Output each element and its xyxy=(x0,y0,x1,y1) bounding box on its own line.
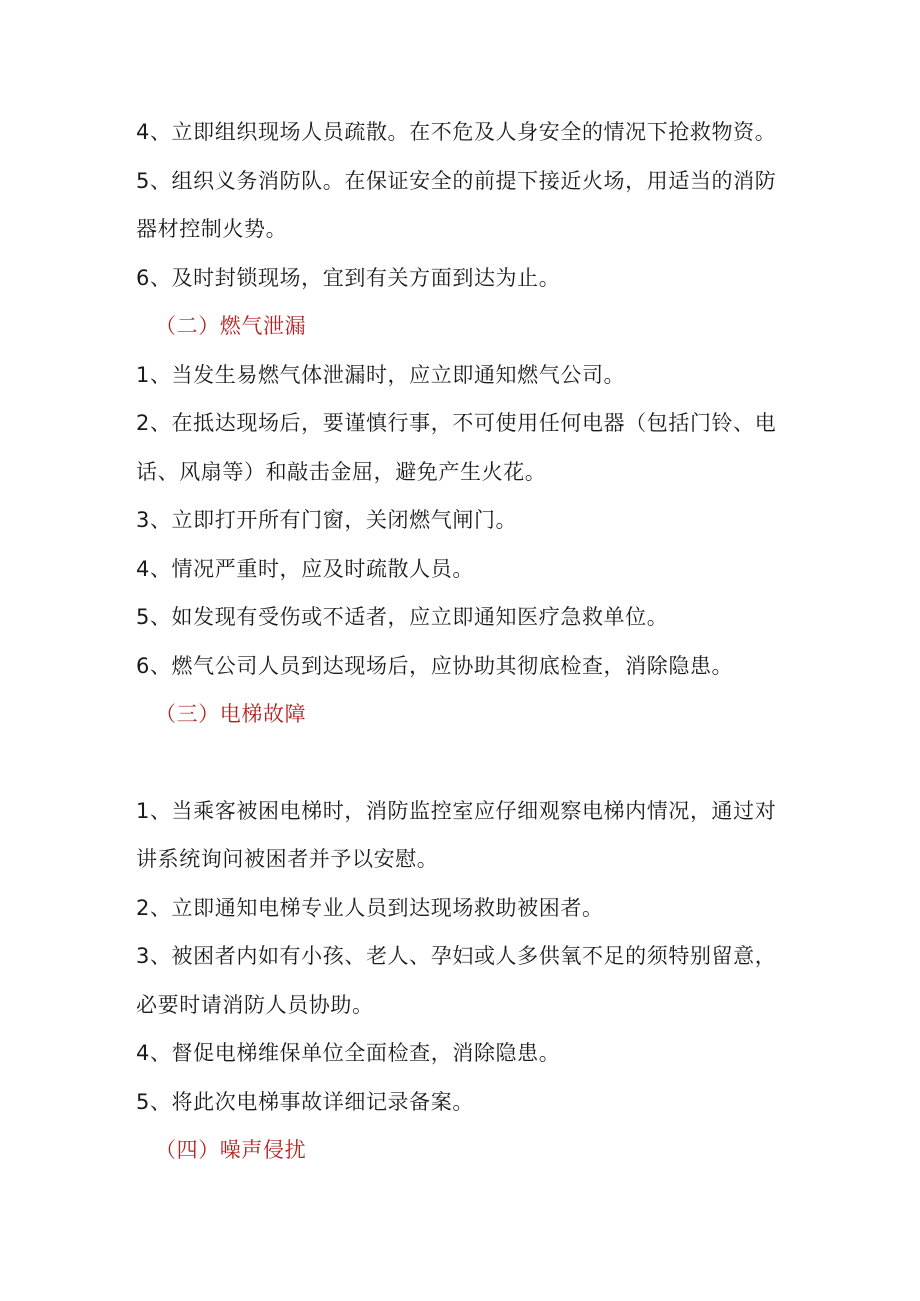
elevator-item-1-continued: 讲系统询问被困者并予以安慰。 xyxy=(136,847,439,871)
gas-item-6: 6、燃气公司人员到达现场后，应协助其彻底检查，消除隐患。 xyxy=(136,654,734,678)
elevator-item-5: 5、将此次电梯事故详细记录备案。 xyxy=(136,1090,474,1114)
gas-item-2: 2、在抵达现场后，要谨慎行事，不可使用任何电器（包括门铃、电 xyxy=(136,411,777,435)
elevator-fault-heading: （三）电梯故障 xyxy=(155,702,307,726)
gas-item-4: 4、情况严重时，应及时疏散人员。 xyxy=(136,557,474,581)
gas-item-2-continued: 话、风扇等）和敲击金屈，避免产生火花。 xyxy=(136,460,547,484)
fire-item-5: 5、组织义务消防队。在保证安全的前提下接近火场，用适当的消防 xyxy=(136,169,777,193)
fire-item-5-continued: 器材控制火势。 xyxy=(136,217,288,241)
gas-item-5: 5、如发现有受伤或不适者，应立即通知医疗急救单位。 xyxy=(136,605,669,629)
gas-item-3: 3、立即打开所有门窗，关闭燃气闸门。 xyxy=(136,508,518,532)
elevator-item-4: 4、督促电梯维保单位全面检查，消除隐患。 xyxy=(136,1041,561,1065)
noise-heading: （四）噪声侵扰 xyxy=(155,1138,307,1162)
fire-item-6: 6、及时封锁现场，宜到有关方面到达为止。 xyxy=(136,266,561,290)
elevator-item-3-continued: 必要时请消防人员协助。 xyxy=(136,993,374,1017)
elevator-item-2: 2、立即通知电梯专业人员到达现场救助被困者。 xyxy=(136,896,604,920)
elevator-item-1: 1、当乘客被困电梯时，消防监控室应仔细观察电梯内情况，通过对 xyxy=(136,799,777,823)
fire-item-4: 4、立即组织现场人员疏散。在不危及人身安全的情况下抢救物资。 xyxy=(136,120,777,144)
gas-leak-heading: （二）燃气泄漏 xyxy=(155,314,307,338)
elevator-item-3: 3、被困者内如有小孩、老人、孕妇或人多供氧不足的须特别留意， xyxy=(136,944,777,968)
gas-item-1: 1、当发生易燃气体泄漏时，应立即通知燃气公司。 xyxy=(136,363,626,387)
